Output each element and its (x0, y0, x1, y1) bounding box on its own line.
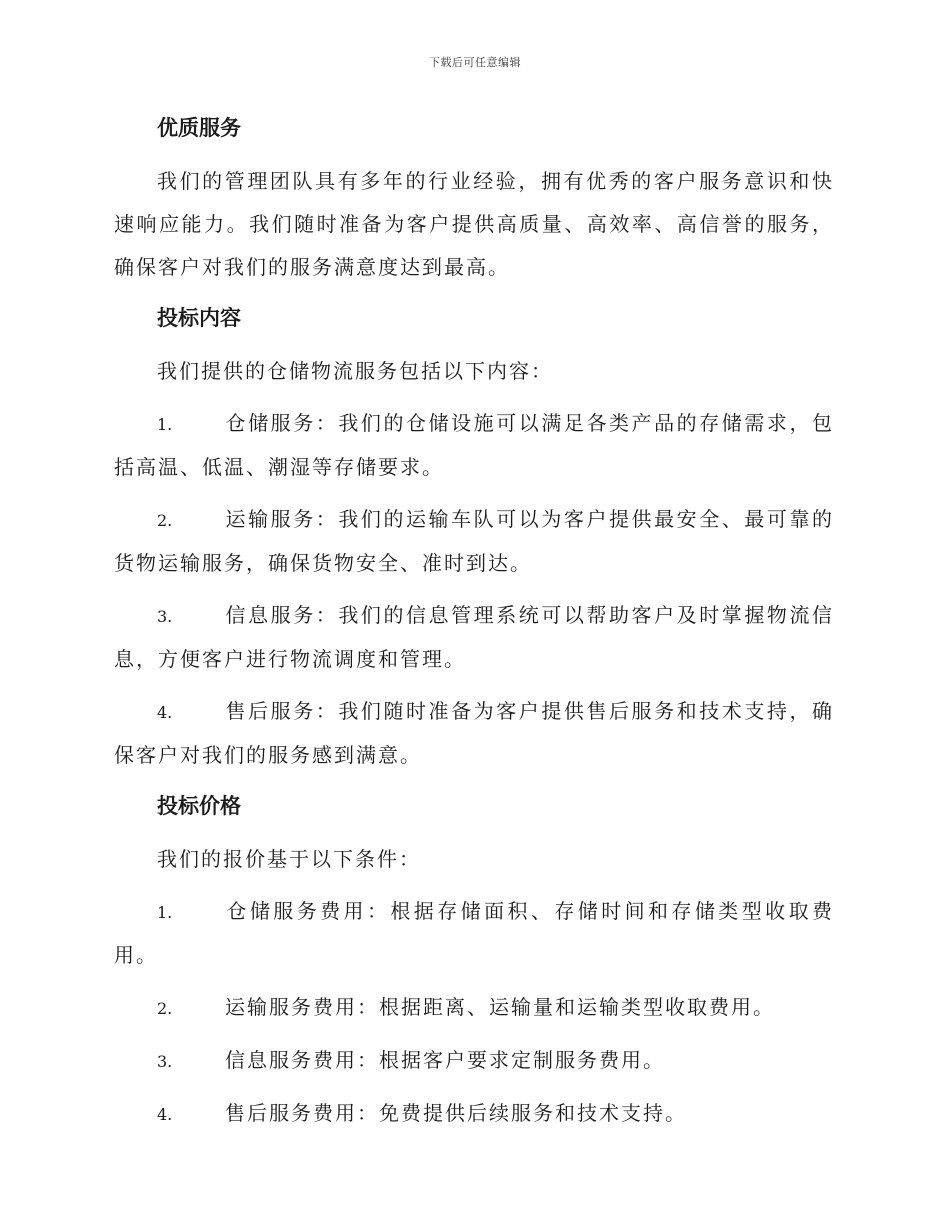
document-body (114, 108, 834, 1145)
list-item (114, 890, 834, 977)
paragraph: 我们的管理团队具有多年的行业经验，拥有优秀的客户服务意识和快速响应能力。我们随时准备为客户提供高质量、高效率、高信誉的服务，确保客户对我们的服务满意度达到最高。 (114, 169, 834, 279)
list-item (114, 402, 834, 489)
list-item (114, 1039, 834, 1083)
list-item-text: 仓储服务费用：根据存储面积、存储时间和存储类型收取费用。 (114, 899, 834, 967)
list-item-number: 3. (157, 607, 173, 626)
section-heading: 投标内容 (157, 305, 241, 330)
list-item-number: 2. (157, 999, 173, 1018)
section-bid-price (114, 786, 834, 1136)
list-item (114, 1092, 834, 1136)
list-item-number: 1. (157, 903, 173, 922)
list-item-text: 信息服务：我们的信息管理系统可以帮助客户及时掌握物流信息，方便客户进行物流调度和管理。 (114, 603, 834, 671)
list-item-number: 4. (157, 1105, 173, 1124)
list-item-number: 4. (157, 703, 173, 722)
list-item (114, 594, 834, 681)
list-item-number: 2. (157, 511, 173, 530)
list-item-text: 售后服务费用：免费提供后续服务和技术支持。 (225, 1101, 687, 1125)
list-item-text: 运输服务：我们的运输车队可以为客户提供最安全、最可靠的货物运输服务，确保货物安全、准时到达。 (114, 507, 834, 575)
section-heading: 投标价格 (157, 793, 241, 818)
section-intro: 我们提供的仓储物流服务包括以下内容： (157, 359, 553, 383)
list-item-text: 运输服务费用：根据距离、运输量和运输类型收取费用。 (225, 995, 775, 1019)
section-heading: 优质服务 (157, 115, 241, 140)
list-item (114, 986, 834, 1030)
section-intro: 我们的报价基于以下条件： (157, 847, 421, 871)
list-item-text: 信息服务费用：根据客户要求定制服务费用。 (225, 1048, 665, 1072)
list-item (114, 690, 834, 777)
section-bid-content (114, 298, 834, 777)
header-note: 下载后可任意编辑 (429, 56, 521, 69)
list-item-number: 1. (157, 415, 173, 434)
list-item-text: 售后服务：我们随时准备为客户提供售后服务和技术支持，确保客户对我们的服务感到满意。 (114, 699, 834, 767)
list-item-number: 3. (157, 1052, 173, 1071)
list-item-text: 仓储服务：我们的仓储设施可以满足各类产品的存储需求，包括高温、低温、潮湿等存储要求。 (114, 411, 834, 479)
section-quality-service (114, 108, 834, 289)
list-item (114, 498, 834, 585)
